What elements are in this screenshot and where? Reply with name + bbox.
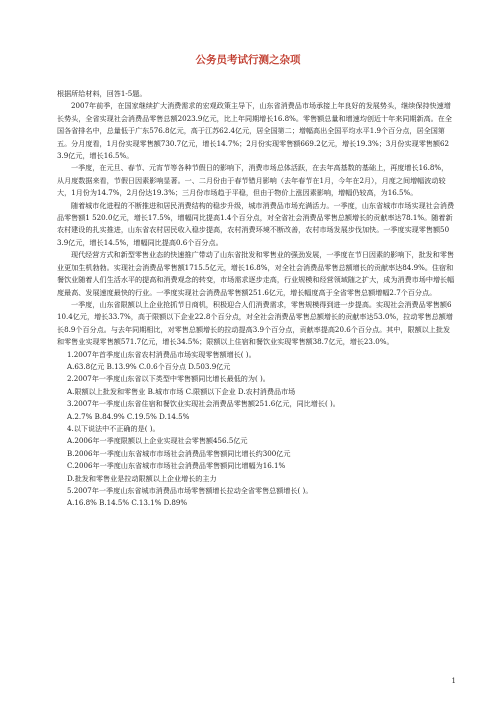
question-option: A.2006年一季度限额以上企业实现社会零售额456.5亿元 (67, 436, 248, 446)
document-body (57, 88, 455, 510)
question-stem: 4.以下说法中不正确的是( )。 (67, 423, 160, 433)
intro-text: 根据所给材料，回答1-5题。 (57, 89, 147, 98)
paragraph: 随着城市化进程的不断推进和居民消费结构的稳步升级，城市消费品市场充满活力。一季度，山东省城市市场实现社会消费品零售额1 520.0亿元，增长17.5%，增幅同比提高1.4个百分点，对全省社会消费品零售总额增长的贡献率达78.1%。随着新农村建设的扎实推进，山东省农村居民收入稳步提高，农村消费环境不断改善，农村市场发展步伐加快。一季度实现零售额503.9亿元，增长14.5%，增幅同比提高0.6个百分点。 (57, 200, 455, 247)
question-option: B.2006年一季度山东省城市市场社会消费品零售额同比增长约300亿元 (67, 448, 291, 458)
paragraph: 2007年前季，在国家继续扩大消费需求的宏观政策主导下，山东省消费品市场承接上年良好的发展势头，继续保持快速增长势头，全省实现社会消费品零售总额2023.9亿元，比上年同期增长16.8%。零售额总量和增速均创近十年来同期新高。在全国各省排名中，总量低于广东576.8亿元，高于江苏62.4亿元，居全国第二；增幅高出全国平均水平1.9个百分点，居全国第五。分月度看，1月份实现零售额730.7亿元，增长14.7%；2月份实现零售额669.2亿元，增长19.3%；3月份实现零售额623.9亿元，增长16.5%。 (57, 101, 452, 161)
question-option: D.批发和零售业是拉动限额以上企业增长的主力 (67, 473, 217, 483)
paragraph: 现代经营方式和新型零售业态的快速推广带动了山东省批发和零售业的强劲发展，一季度在节日因素的影响下，批发和零售业更加生机勃勃。实现社会消费品零售额1715.5亿元，增长16.8%，对全社会消费品零售总额增长的贡献率达84.9%。住宿和餐饮业随着人们生活水平的提高和消费观念的转变，市场需求逐步走高，行业规模和经营领域随之扩大，成为消费市场中增长幅度最高、发展速度最快的行业。一季度实现社会消费品零售额251.6亿元，增长幅度高于全省零售总额增幅2.7个百分点。 (57, 250, 455, 297)
question-options: A.63.8亿元 B.13.9% C.0.6个百分点 D.503.9亿元 (67, 361, 231, 371)
question-stem: 3.2007年一季度山东省住宿和餐饮业实现社会消费品零售额251.6亿元，同比增长( )。 (67, 399, 340, 409)
question-stem: 5.2007年一季度山东省城市消费品市场零售额增长拉动全省零售总额增长( )。 (67, 486, 313, 495)
question-stem: 2.2007年一季度山东省以下类型中零售额同比增长最低的为( )。 (67, 374, 270, 384)
question-option: C.2006年一季度山东省城市市场社会消费品零售额同比增幅为16.1% (67, 461, 286, 471)
document-title: 公务员考试行测之杂项 (195, 54, 301, 66)
question-stem: 1.2007年首季度山东省农村消费品市场实现零售额增长( )。 (67, 349, 256, 359)
question-options: A.16.8% B.14.5% C.13.1% D.89% (67, 498, 188, 508)
paragraph: 一季度，在元旦、春节、元宵节等各种节假日的影响下，消费市场总体活跃，在去年高基数的基础上，再度增长16.8%，从月度数据来看，节假日因素影响显著。一、二月份由于春节错月影响（去年春节在1月，今年在2月），月度之间增幅波动较大，1月份为14.7%，2月份达19.3%；三月份市场趋于平稳，但由于物价上涨因素影响，增幅仍较高，为16.5%。 (57, 163, 449, 198)
question-options: A.2.7% B.84.9% C.19.5% D.14.5% (67, 411, 190, 421)
paragraph: 一季度，山东省限额以上企业抢抓节日商机，积极迎合人们消费需求，零售规模得到进一步提高。实现社会消费品零售额610.4亿元，增长33.7%，高于限额以下企业22.8个百分点，对全社会消费品零售总额增长的贡献率达53.0%，拉动零售总额增长8.9个百分点。与去年同期相比，对零售总额增长的拉动提高3.9个百分点，贡献率提高20.6个百分点。其中，限额以上批发和零售业实现零售额571.7亿元，增长34.5%；限额以上住宿和餐饮业实现零售额38.7亿元，增长23.0%。 (57, 299, 453, 347)
question-options: A.限额以上批发和零售业 B.城市市场 C.限额以下企业 D.农村消费品市场 (67, 386, 296, 396)
page-number: 1 (451, 677, 456, 685)
